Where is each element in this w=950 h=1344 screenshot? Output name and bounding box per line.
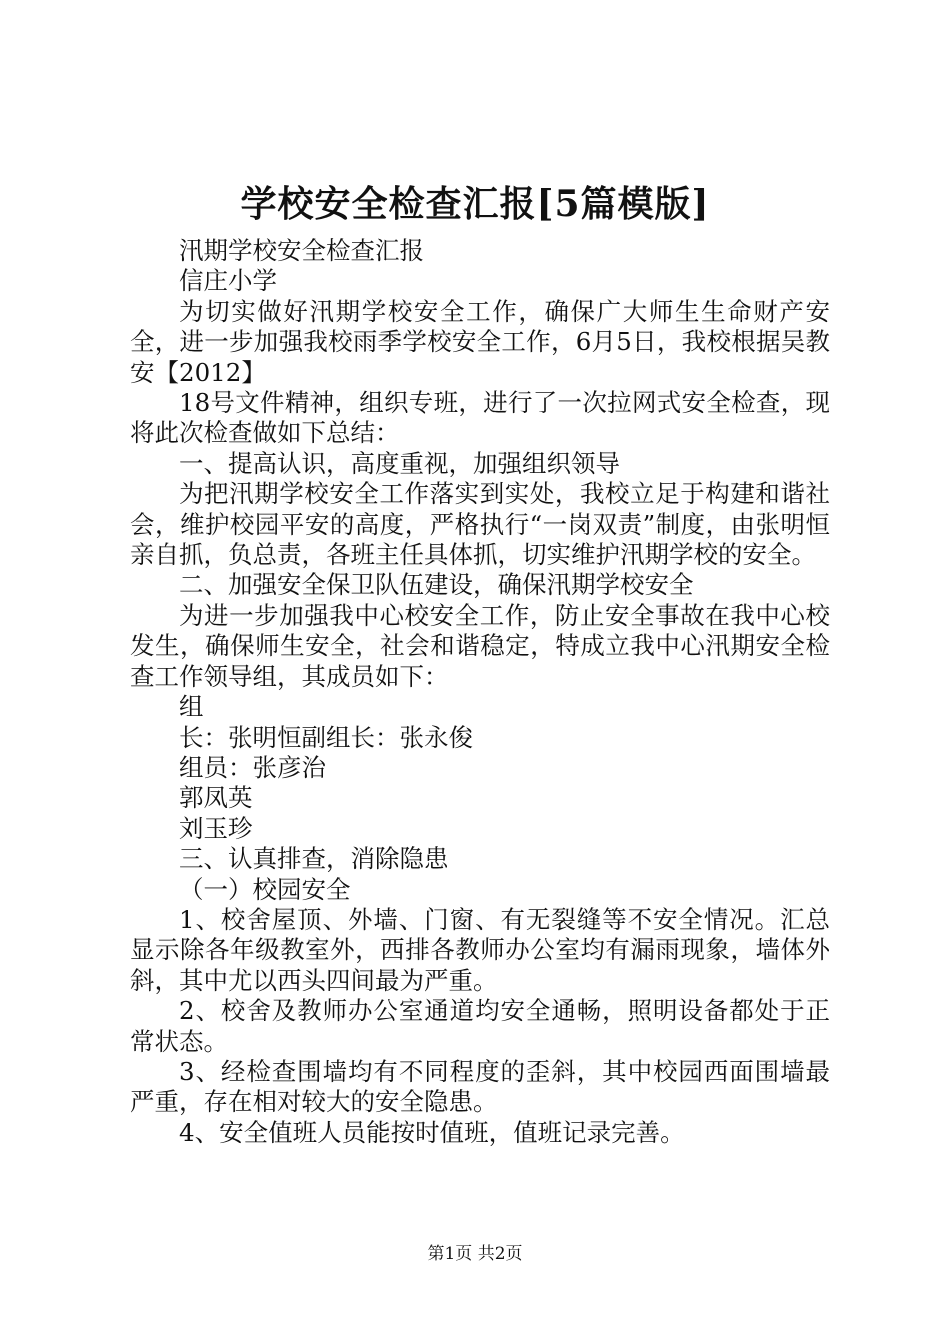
paragraph: 1、校舍屋顶、外墙、门窗、有无裂缝等不安全情况。汇总显示除各年级教室外，西排各教师办公室均有漏雨现象，墙体外斜，其中尤以西头四间最为严重。 bbox=[130, 904, 830, 995]
subsection-heading: （一）校园安全 bbox=[179, 874, 351, 904]
paragraph: 2、校舍及教师办公室通道均安全通畅，照明设备都处于正常状态。 bbox=[130, 996, 830, 1056]
paragraph: 组员：张彦治 bbox=[179, 752, 326, 782]
paragraph: 刘玉珍 bbox=[179, 813, 253, 843]
paragraph: 郭凤英 bbox=[179, 783, 253, 813]
document-body bbox=[130, 236, 830, 1148]
page-footer: 第1页 共2页 bbox=[427, 1244, 523, 1264]
paragraph: 18号文件精神，组织专班，进行了一次拉网式安全检查，现将此次检查做如下总结： bbox=[130, 388, 830, 448]
paragraph: 汛期学校安全检查汇报 bbox=[179, 236, 424, 265]
paragraph: 长：张明恒副组长：张永俊 bbox=[179, 722, 473, 752]
document-title: 学校安全检查汇报[5篇模版] bbox=[240, 183, 710, 225]
paragraph: 为把汛期学校安全工作落实到实处，我校立足于构建和谐社会，维护校园平安的高度，严格执行“一岗双责”制度，由张明恒亲自抓，负总责，各班主任具体抓，切实维护汛期学校的安全。 bbox=[130, 479, 830, 570]
paragraph: 为进一步加强我中心校安全工作，防止安全事故在我中心校发生，确保师生安全，社会和谐稳定，特成立我中心汛期安全检查工作领导组，其成员如下： bbox=[130, 600, 830, 691]
section-heading: 三、认真排查，消除隐患 bbox=[179, 844, 449, 874]
paragraph: 3、经检查围墙均有不同程度的歪斜，其中校园西面围墙最严重，存在相对较大的安全隐患。 bbox=[130, 1056, 830, 1117]
paragraph: 为切实做好汛期学校安全工作，确保广大师生生命财产安全，进一步加强我校雨季学校安全工作，6月5日，我校根据吴教安【2012】 bbox=[130, 296, 830, 387]
section-heading: 二、加强安全保卫队伍建设，确保汛期学校安全 bbox=[179, 570, 694, 600]
paragraph: 组 bbox=[179, 692, 204, 722]
section-heading: 一、提高认识，高度重视，加强组织领导 bbox=[179, 448, 620, 478]
paragraph: 4、安全值班人员能按时值班，值班记录完善。 bbox=[179, 1117, 685, 1147]
paragraph: 信庄小学 bbox=[179, 266, 277, 296]
